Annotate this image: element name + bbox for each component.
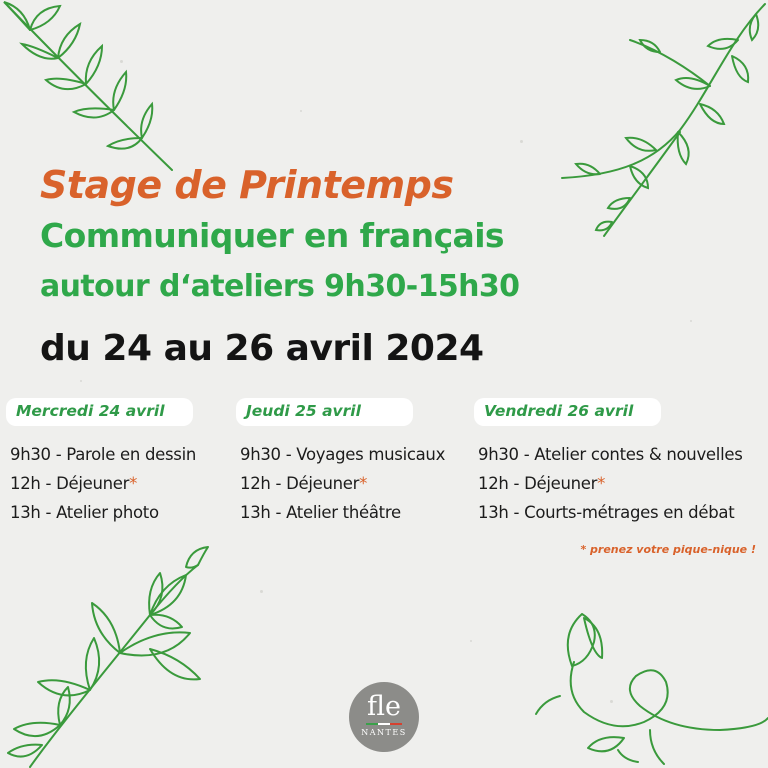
- curl-sprout-icon: [530, 600, 768, 768]
- schedule-item: 12h - Déjeuner*: [10, 474, 138, 493]
- day-label: Mercredi 24 avril: [6, 398, 193, 426]
- lunch-note-star: *: [597, 474, 606, 493]
- poster-dates: du 24 au 26 avril 2024: [40, 328, 484, 369]
- poster-title: Stage de Printemps: [40, 163, 454, 207]
- vine-icon: [560, 0, 768, 240]
- schedule-item: 12h - Déjeuner*: [240, 474, 368, 493]
- schedule-item: 9h30 - Parole en dessin: [10, 445, 197, 464]
- logo-word: fle: [367, 691, 401, 722]
- schedule-item: 13h - Atelier photo: [10, 503, 159, 522]
- schedule-item: 9h30 - Atelier contes & nouvelles: [478, 445, 743, 464]
- picnic-note: * prenez votre pique-nique !: [580, 543, 756, 556]
- day-label: Vendredi 26 avril: [474, 398, 661, 426]
- poster-subtitle-hours: autour d‘ateliers 9h30-15h30: [40, 269, 520, 304]
- schedule-item: 12h - Déjeuner*: [478, 474, 606, 493]
- day-label: Jeudi 25 avril: [236, 398, 413, 426]
- day-column-friday: [474, 398, 743, 527]
- lunch-note-star: *: [359, 474, 368, 493]
- schedule-item: 9h30 - Voyages musicaux: [240, 445, 446, 464]
- lunch-note-star: *: [129, 474, 138, 493]
- fle-nantes-logo: [349, 682, 419, 752]
- leaf-sprig-icon: [0, 0, 190, 180]
- poster-subtitle: Communiquer en français: [40, 216, 504, 255]
- schedule-item: 13h - Atelier théâtre: [240, 503, 401, 522]
- day-column-thursday: [236, 398, 445, 527]
- logo-flag-stripe: [366, 723, 402, 725]
- logo-subtitle: NANTES: [361, 728, 407, 737]
- schedule-item: 13h - Courts-métrages en débat: [478, 503, 735, 522]
- leaf-branch-icon: [0, 545, 250, 768]
- day-column-wednesday: [6, 398, 196, 527]
